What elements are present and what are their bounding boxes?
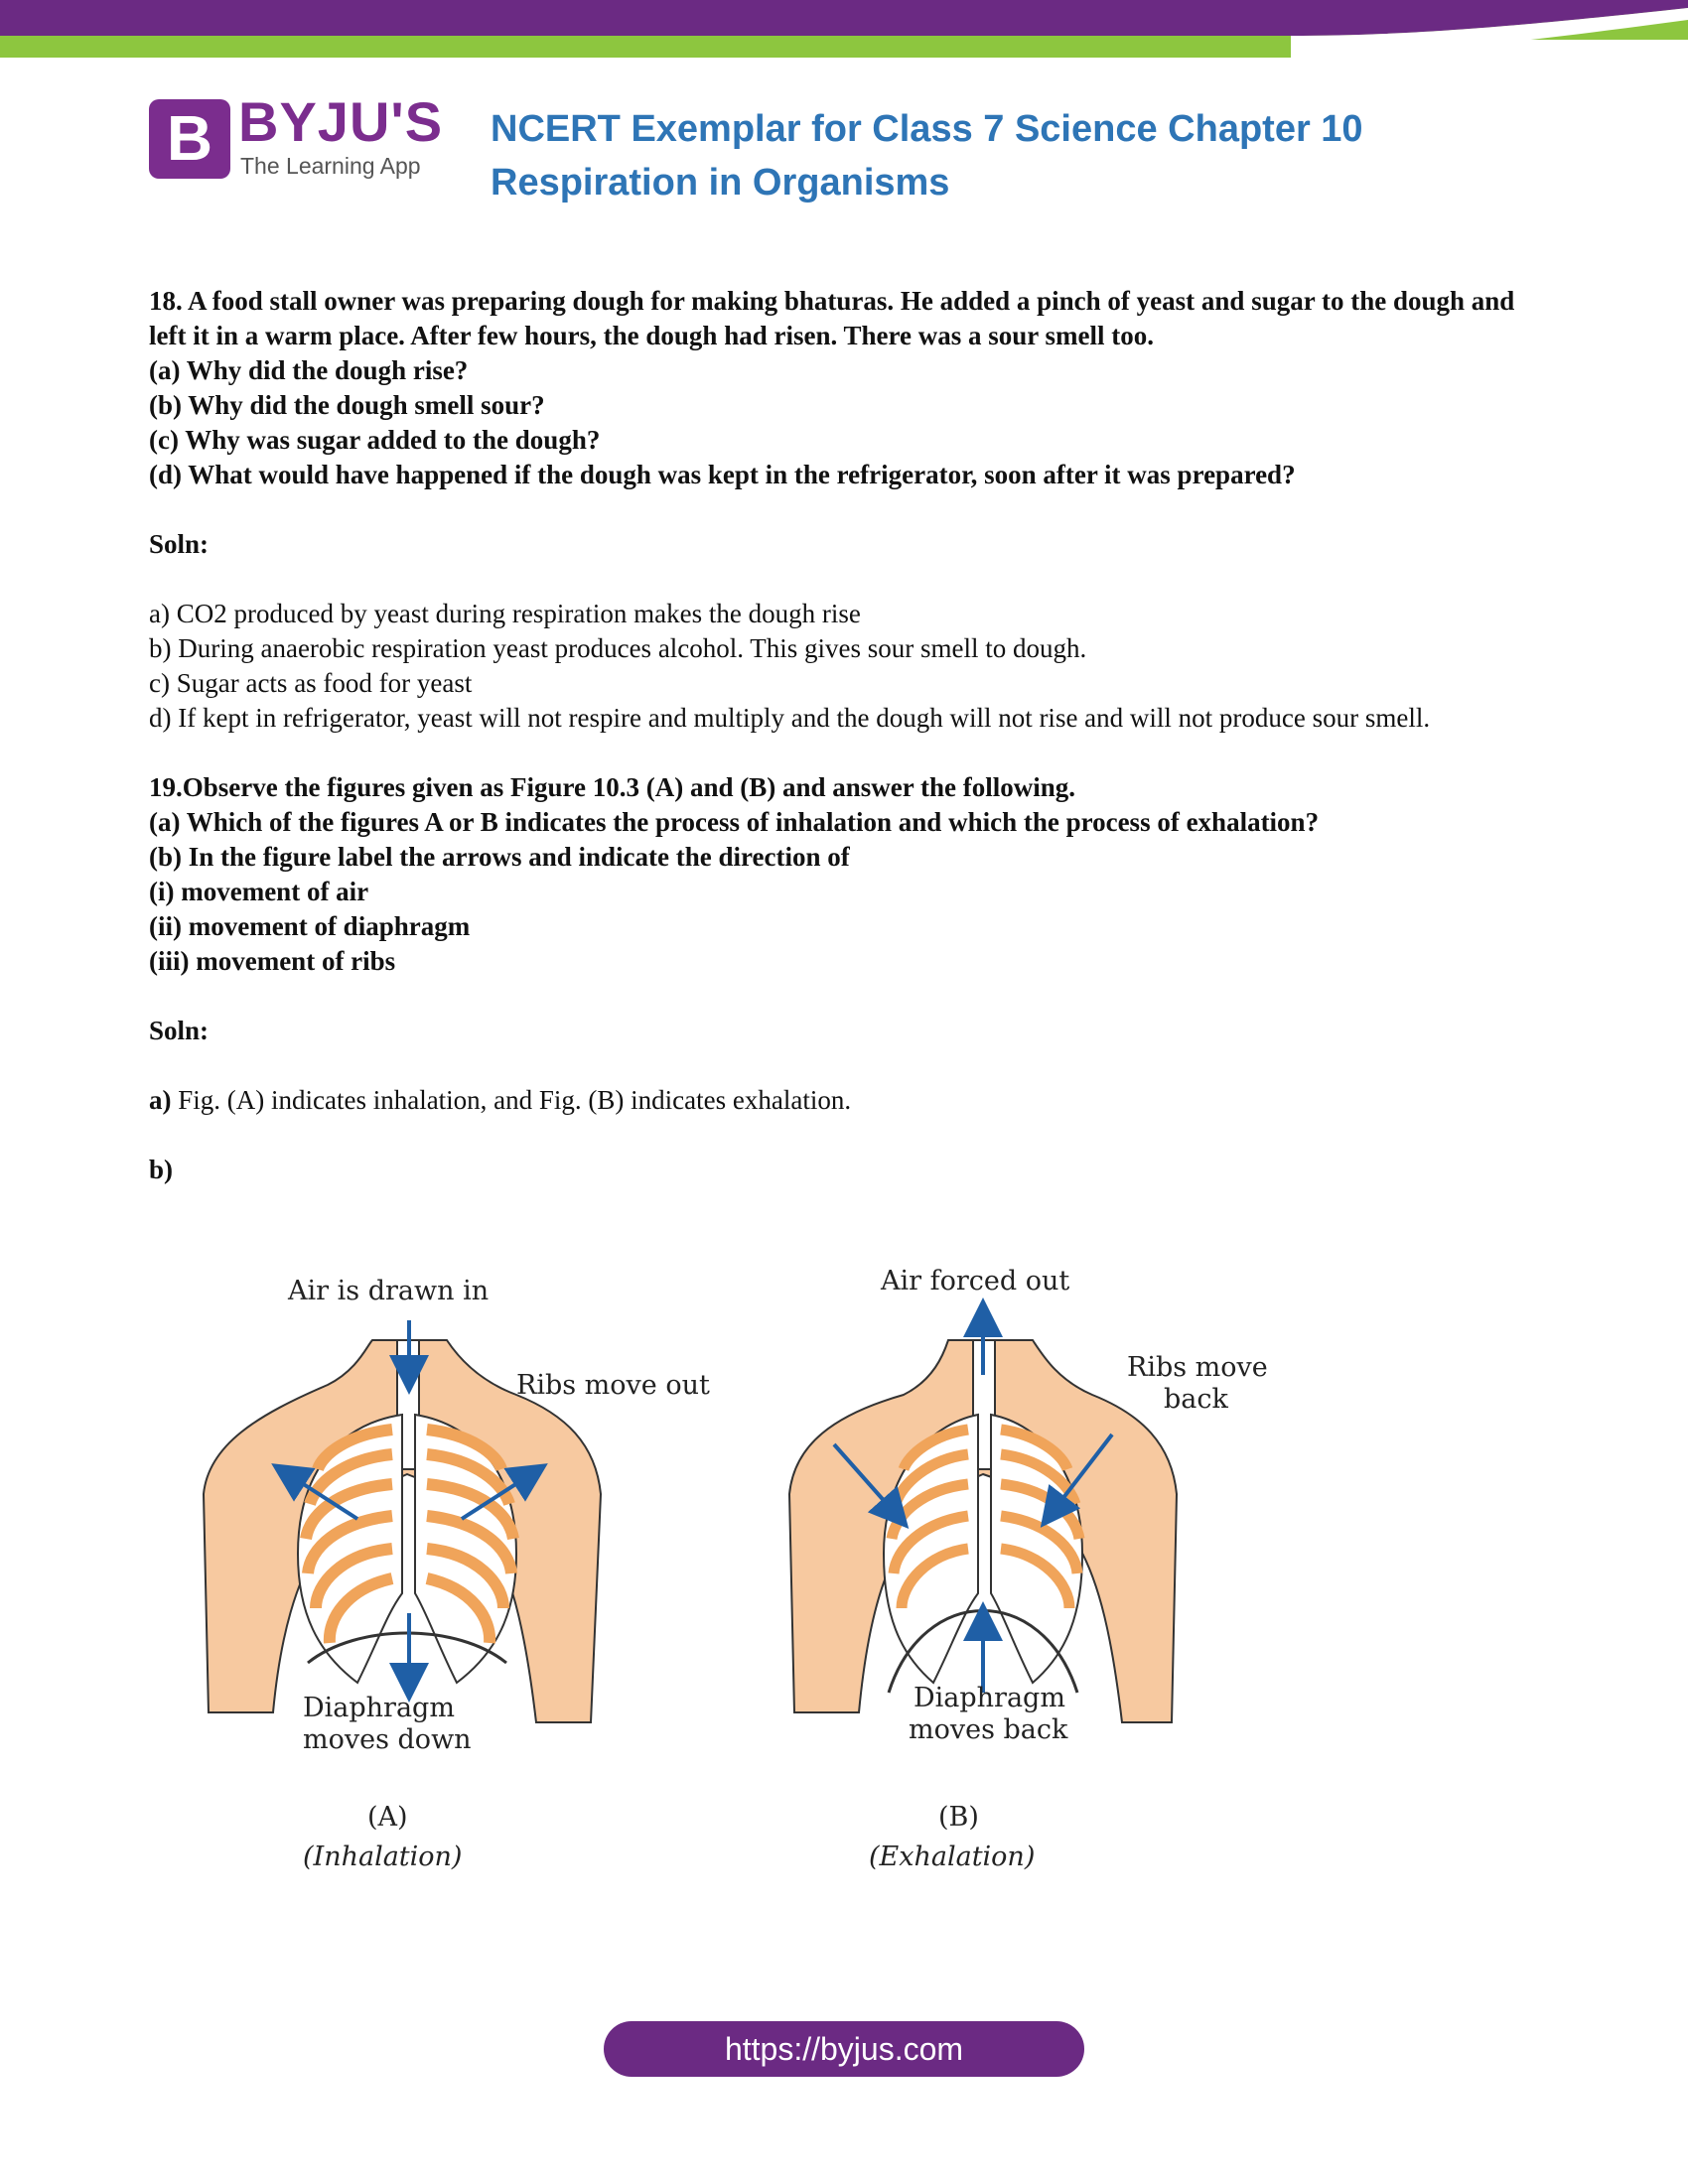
question-18-part-b: (b) Why did the dough smell sour? <box>149 390 545 420</box>
solution-label-19: Soln: <box>149 1016 210 1045</box>
breathing-diagram <box>189 1256 1331 1891</box>
label-diaphragm-b-line2: moves back <box>909 1714 1068 1745</box>
label-ribs-move-back-line2: back <box>1164 1384 1228 1415</box>
document-header <box>149 90 1589 204</box>
answer-18-c: c) Sugar acts as food for yeast <box>149 668 473 698</box>
label-diaphragm-a-line1: Diaphragm <box>303 1693 455 1723</box>
label-ribs-move-back-line1: Ribs move <box>1127 1352 1268 1383</box>
label-diaphragm-a-line2: moves down <box>303 1724 472 1755</box>
logo-tagline: The Learning App <box>240 153 421 179</box>
footer-url[interactable]: https://byjus.com <box>724 2031 964 2067</box>
answer-19-b-label: b) <box>149 1155 174 1184</box>
label-air-drawn-in: Air is drawn in <box>288 1276 490 1306</box>
breathing-figure <box>189 1256 1331 1891</box>
logo-name: BYJU'S <box>238 90 444 153</box>
question-19-part-iii: (iii) movement of ribs <box>149 946 396 976</box>
question-19-part-i: (i) movement of air <box>149 877 369 906</box>
footer-url-pill[interactable] <box>604 2021 1084 2077</box>
question-19-part-ii: (ii) movement of diaphragm <box>149 911 471 941</box>
figure-a-caption: (Inhalation) <box>303 1842 463 1872</box>
figure-a-letter: (A) <box>367 1802 408 1833</box>
top-color-band <box>0 0 1688 60</box>
question-19-part-a: (a) Which of the figures A or B indicates the process of inhalation and which the process of exhalation? <box>149 807 1320 837</box>
document-title: NCERT Exemplar for Class 7 Science Chapter 10 Respiration in Organisms <box>491 108 1363 204</box>
answer-18-d: d) If kept in refrigerator, yeast will not respire and multiply and the dough will not rise and will not produce sour smell. <box>149 703 1431 733</box>
question-18-part-a: (a) Why did the dough rise? <box>149 355 469 385</box>
question-19: 19.Observe the figures given as Figure 10.3 (A) and (B) and answer the following. <box>149 772 1076 802</box>
figure-b-letter: (B) <box>938 1802 979 1833</box>
question-18-part-d: (d) What would have happened if the dough was kept in the refrigerator, soon after it was prepared? <box>149 460 1296 489</box>
document-body <box>149 284 1539 1187</box>
answer-18-b: b) During anaerobic respiration yeast produces alcohol. This gives sour smell to dough. <box>149 633 1087 663</box>
answer-19-a-label: a) <box>149 1085 172 1115</box>
byjus-logo-icon <box>149 99 230 179</box>
question-18-part-c: (c) Why was sugar added to the dough? <box>149 425 601 455</box>
answer-18-a: a) CO2 produced by yeast during respiration makes the dough rise <box>149 599 861 628</box>
solution-label-18: Soln: <box>149 529 210 559</box>
logo-letter: B <box>166 102 213 174</box>
label-air-forced-out: Air forced out <box>881 1266 1070 1297</box>
answer-19-a-text: Fig. (A) indicates inhalation, and Fig. (B) indicates exhalation. <box>171 1085 852 1115</box>
label-ribs-move-out: Ribs move out <box>516 1370 710 1401</box>
question-19-part-b: (b) In the figure label the arrows and indicate the direction of <box>149 842 850 872</box>
figure-b-caption: (Exhalation) <box>869 1842 1036 1872</box>
answer-19-a <box>149 1083 1539 1118</box>
question-18: 18. A food stall owner was preparing dough for making bhaturas. He added a pinch of yeast and sugar to the dough and left it in a warm place. After few hours, the dough had risen. There was a sour smell too. <box>149 286 1515 350</box>
label-diaphragm-b-line1: Diaphragm <box>914 1683 1065 1713</box>
